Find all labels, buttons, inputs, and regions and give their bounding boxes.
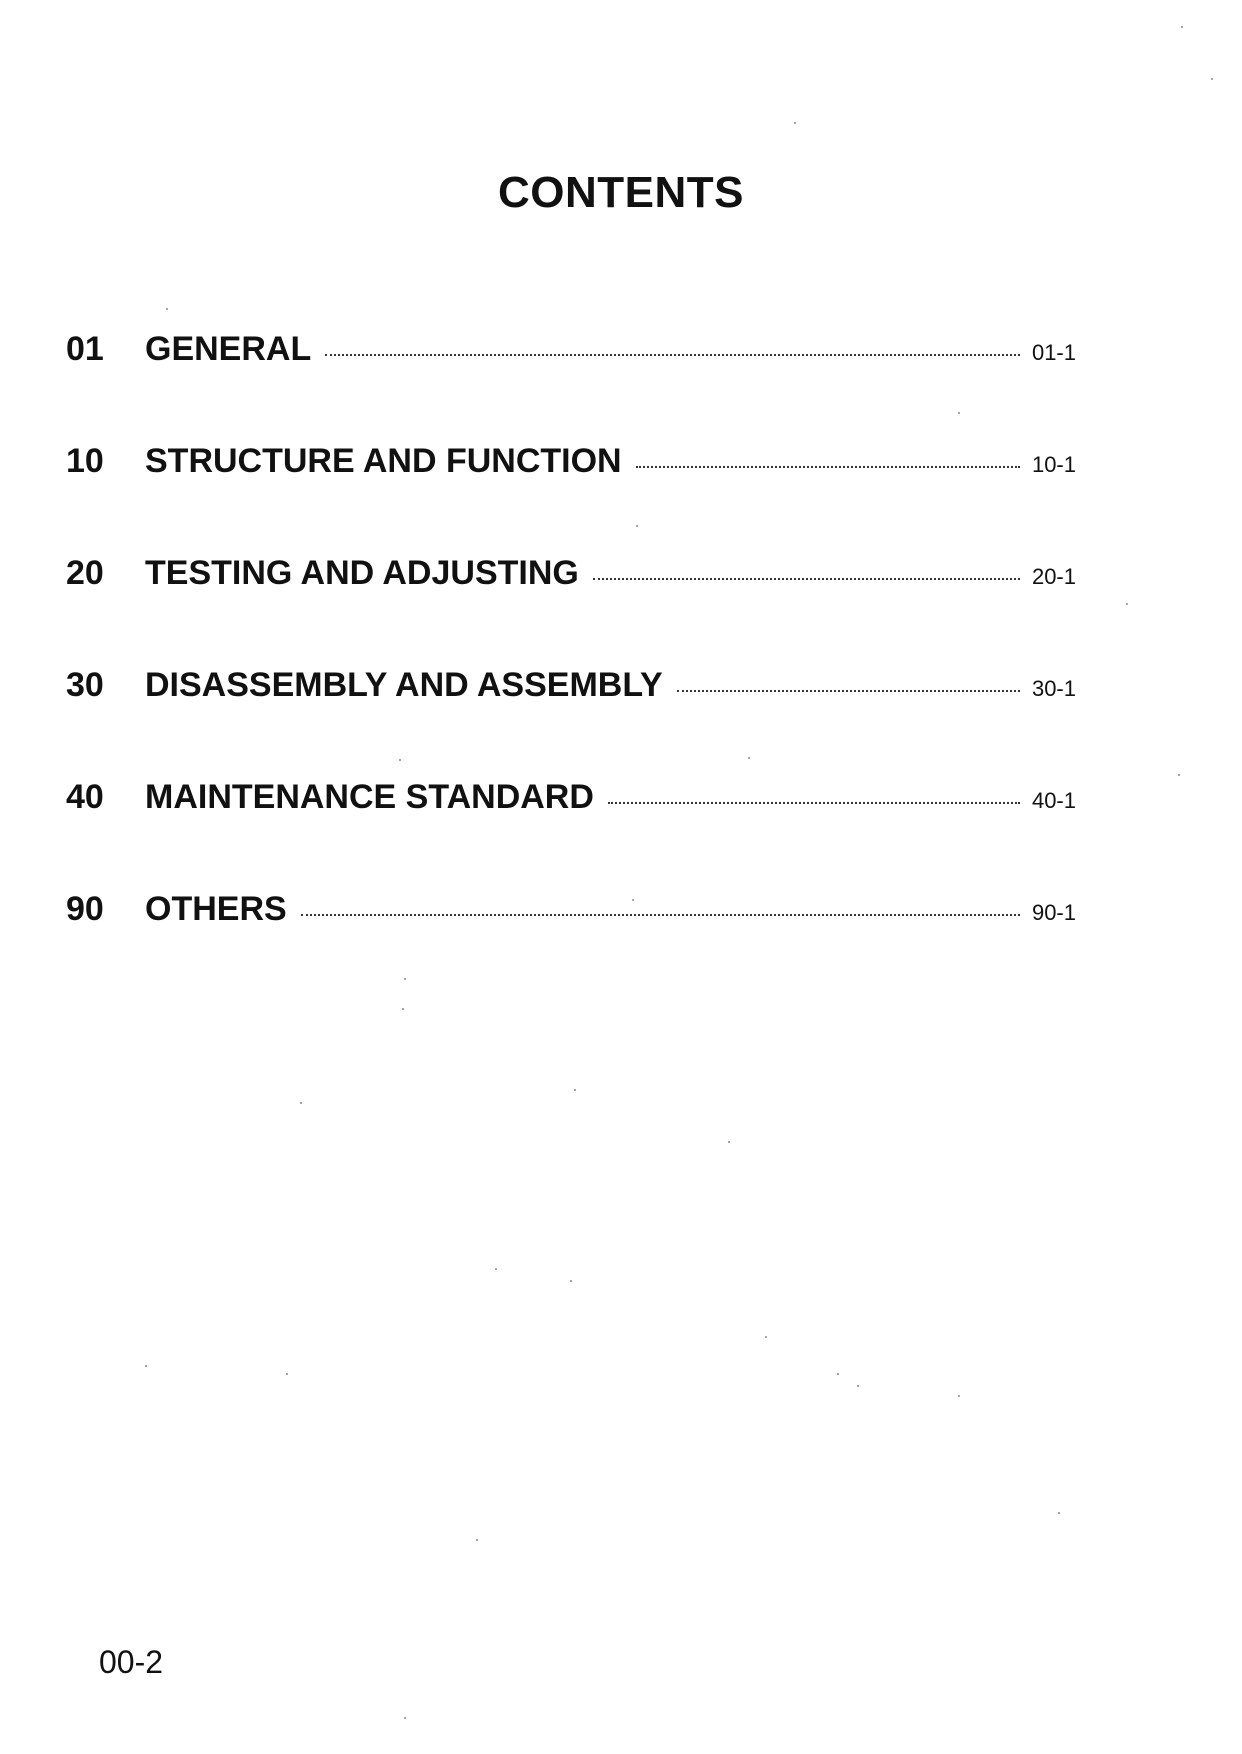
section-title: TESTING AND ADJUSTING xyxy=(145,554,579,592)
toc-entry-disassembly-and-assembly[interactable] xyxy=(66,666,1076,778)
section-page-ref: 20-1 xyxy=(1031,564,1076,589)
scan-speck xyxy=(728,1141,730,1143)
section-number: 30 xyxy=(66,666,104,704)
section-page-ref: 01-1 xyxy=(1031,340,1076,365)
section-page-ref: 30-1 xyxy=(1031,676,1076,701)
dot-leader xyxy=(593,578,1020,580)
scan-speck xyxy=(570,1280,572,1282)
scan-speck xyxy=(1058,1512,1060,1514)
toc-entry-structure-and-function[interactable] xyxy=(66,442,1076,554)
scan-speck xyxy=(958,412,960,414)
page-title: CONTENTS xyxy=(498,168,744,217)
scan-speck xyxy=(300,1102,302,1104)
toc-entry-testing-and-adjusting[interactable] xyxy=(66,554,1076,666)
scan-speck xyxy=(166,308,168,310)
scan-speck xyxy=(794,122,796,124)
scan-speck xyxy=(1211,78,1213,80)
toc-entry-others[interactable] xyxy=(66,890,1076,1002)
section-number: 01 xyxy=(66,330,104,368)
toc-entry-maintenance-standard[interactable] xyxy=(66,778,1076,890)
scan-speck xyxy=(636,525,638,527)
scan-speck xyxy=(399,759,401,761)
dot-leader xyxy=(301,914,1020,916)
scan-speck xyxy=(404,978,406,980)
scan-speck xyxy=(1181,26,1183,28)
section-page-ref: 10-1 xyxy=(1031,452,1076,477)
scan-speck xyxy=(1178,774,1180,776)
section-number: 20 xyxy=(66,554,104,592)
section-number: 90 xyxy=(66,890,104,928)
scan-speck xyxy=(857,1385,859,1387)
section-page-ref: 40-1 xyxy=(1031,788,1076,813)
page-number: 00-2 xyxy=(99,1644,164,1680)
toc-entry-general[interactable] xyxy=(66,330,1076,442)
scan-speck xyxy=(837,1373,839,1375)
section-number: 10 xyxy=(66,442,104,480)
dot-leader xyxy=(325,354,1020,356)
section-title: OTHERS xyxy=(145,890,287,928)
section-number: 40 xyxy=(66,778,104,816)
dot-leader xyxy=(677,690,1020,692)
scan-speck xyxy=(748,757,750,759)
scan-speck xyxy=(495,1268,497,1270)
section-title: STRUCTURE AND FUNCTION xyxy=(145,442,622,480)
scan-speck xyxy=(476,1539,478,1541)
scan-speck xyxy=(632,899,634,901)
scan-speck xyxy=(404,1717,406,1719)
section-title: GENERAL xyxy=(145,330,312,368)
scan-speck xyxy=(402,1008,404,1010)
scan-speck xyxy=(1126,603,1128,605)
scan-speck xyxy=(145,1365,147,1367)
scan-speck xyxy=(958,1395,960,1397)
table-of-contents xyxy=(66,330,1076,1002)
section-page-ref: 90-1 xyxy=(1031,900,1076,925)
dot-leader xyxy=(608,802,1020,804)
section-title: DISASSEMBLY AND ASSEMBLY xyxy=(145,666,663,704)
scan-speck xyxy=(574,1089,576,1091)
section-title: MAINTENANCE STANDARD xyxy=(145,778,594,816)
dot-leader xyxy=(636,466,1020,468)
scan-speck xyxy=(765,1336,767,1338)
scan-speck xyxy=(286,1373,288,1375)
